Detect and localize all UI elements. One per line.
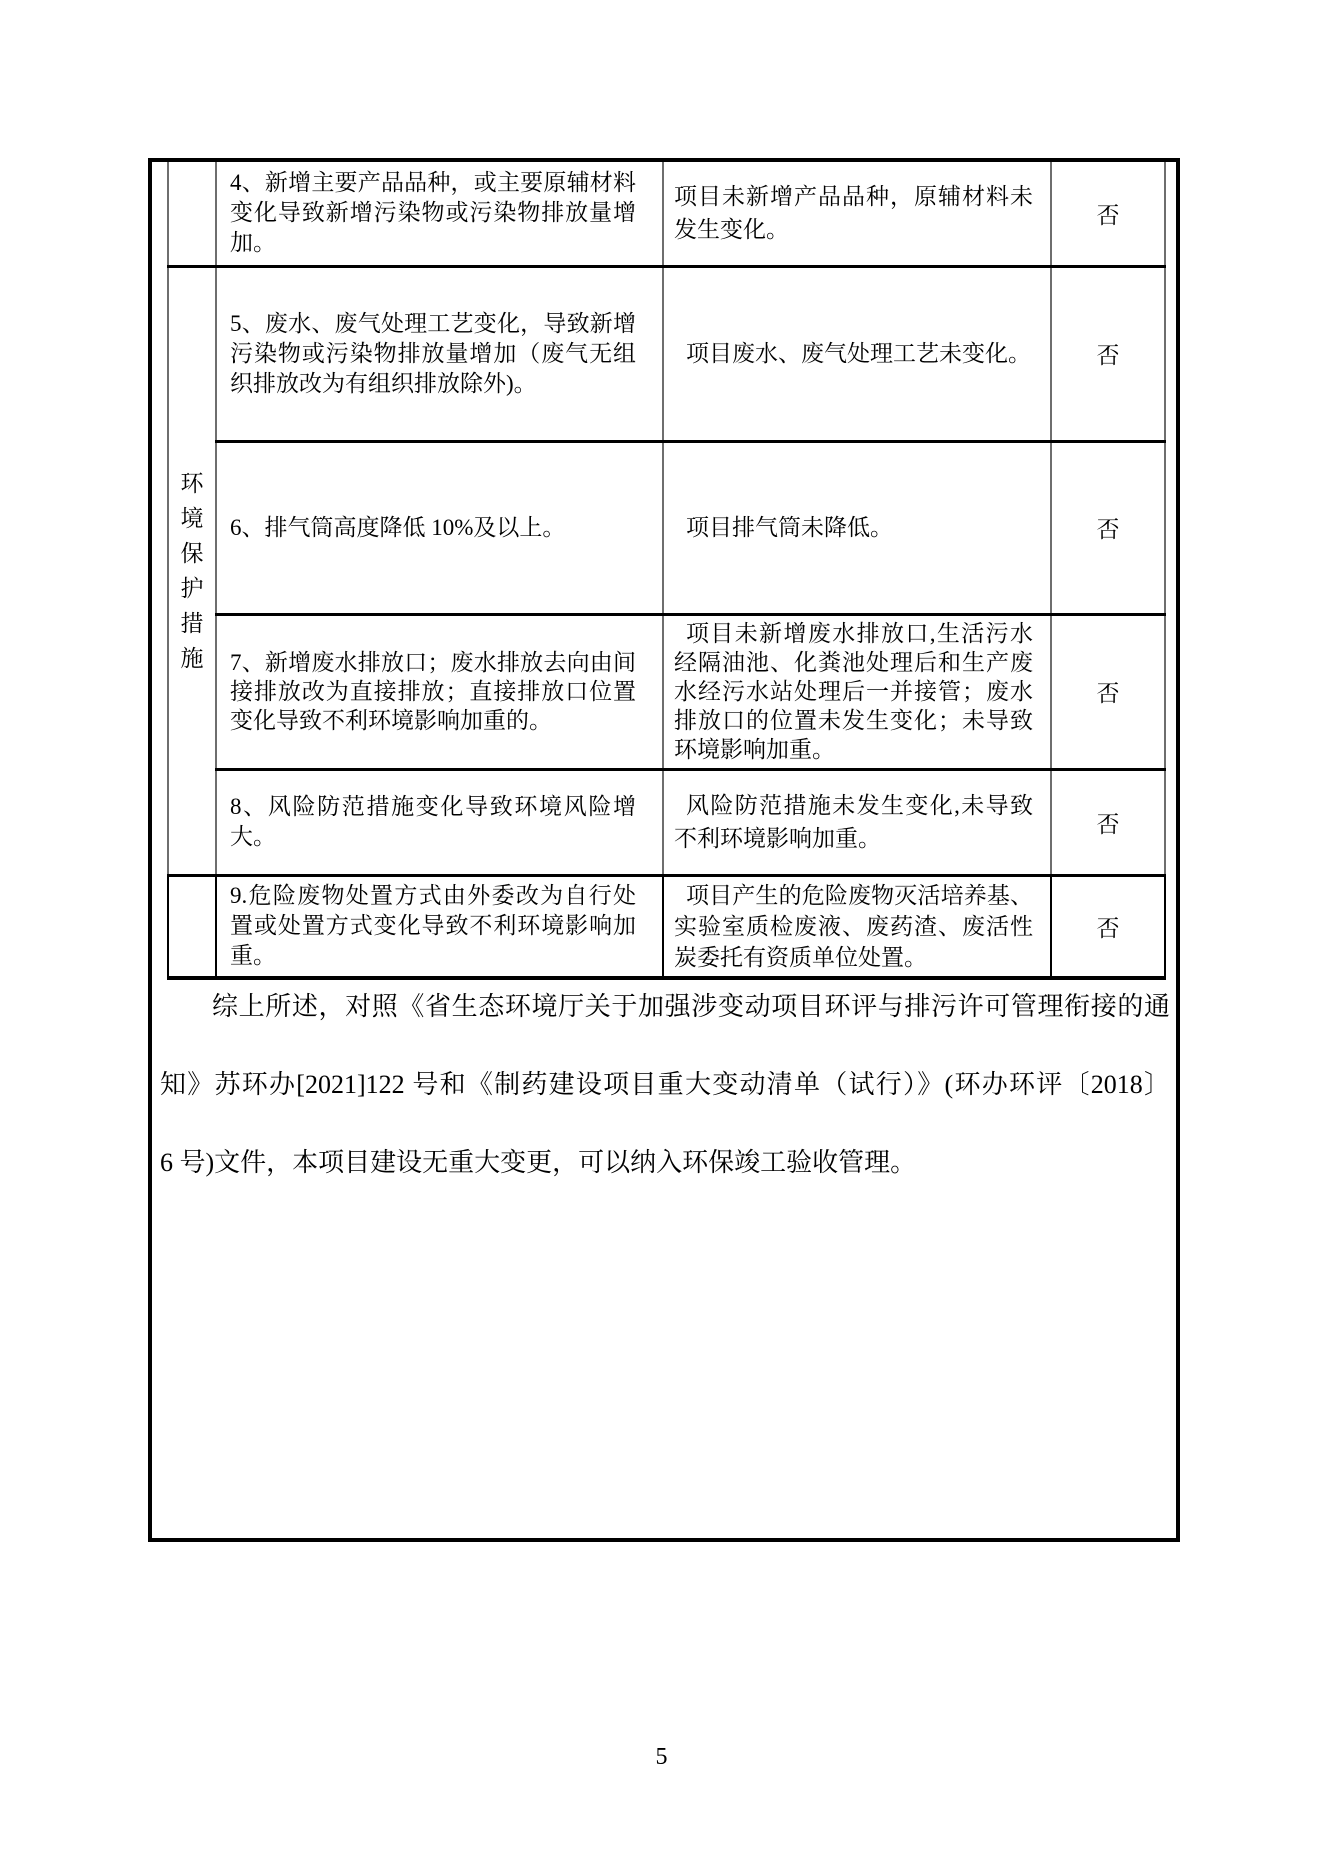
conclusion-line-1: 综上所述，对照《省生态环境厅关于加强涉变动项目环评与排污许可管理衔接的通 bbox=[212, 992, 1170, 1021]
table-row-7 bbox=[168, 614, 1165, 769]
table-row-6 bbox=[168, 441, 1165, 614]
condition-cell-6: 6、排气筒高度降低 10%及以上。 bbox=[216, 441, 663, 614]
answer-cell-5: 否 bbox=[1051, 266, 1165, 441]
table-row-5 bbox=[168, 266, 1165, 441]
section-label-cell-top bbox=[168, 162, 216, 266]
condition-cell-4: 4、新增主要产品品种，或主要原辅材料变化导致新增污染物或污染物排放量增加。 bbox=[216, 162, 663, 266]
table-row-8 bbox=[168, 769, 1165, 875]
section-label-cell-bottom bbox=[168, 875, 216, 978]
condition-cell-7: 7、新增废水排放口；废水排放去向由间接排放改为直接排放；直接排放口位置变化导致不利环境影响加重的。 bbox=[216, 614, 663, 769]
conclusion-line-3: 6 号)文件，本项目建设无重大变更，可以纳入环保竣工验收管理。 bbox=[160, 1148, 917, 1177]
status-cell-6: 项目排气筒未降低。 bbox=[663, 441, 1051, 614]
answer-cell-9: 否 bbox=[1051, 875, 1165, 978]
section-label-vertical-text: 环境保护措施 bbox=[180, 470, 204, 671]
environmental-measures-table bbox=[167, 162, 1166, 980]
condition-cell-5: 5、废水、废气处理工艺变化，导致新增污染物或污染物排放量增加（废气无组织排放改为有组织排放除外)。 bbox=[216, 266, 663, 441]
answer-cell-4: 否 bbox=[1051, 162, 1165, 266]
answer-cell-7: 否 bbox=[1051, 614, 1165, 769]
answer-cell-6: 否 bbox=[1051, 441, 1165, 614]
condition-cell-9: 9.危险废物处置方式由外委改为自行处置或处置方式变化导致不利环境影响加重。 bbox=[216, 875, 663, 978]
page-border-box bbox=[148, 158, 1180, 1542]
status-cell-8: 风险防范措施未发生变化,未导致不利环境影响加重。 bbox=[663, 769, 1051, 875]
condition-cell-8: 8、风险防范措施变化导致环境风险增大。 bbox=[216, 769, 663, 875]
status-cell-5: 项目废水、废气处理工艺未变化。 bbox=[663, 266, 1051, 441]
section-label-cell bbox=[168, 266, 216, 875]
page-number: 5 bbox=[655, 1744, 668, 1770]
table-row-9 bbox=[168, 875, 1165, 978]
conclusion-line-2: 知》苏环办[2021]122 号和《制药建设项目重大变动清单（试行）》(环办环评〔2018〕 bbox=[160, 1070, 1170, 1099]
status-cell-4: 项目未新增产品品种，原辅材料未发生变化。 bbox=[663, 162, 1051, 266]
answer-cell-8: 否 bbox=[1051, 769, 1165, 875]
table-row-4 bbox=[168, 162, 1165, 266]
status-cell-9: 项目产生的危险废物灭活培养基、实验室质检废液、废药渣、废活性炭委托有资质单位处置。 bbox=[663, 875, 1051, 978]
status-cell-7: 项目未新增废水排放口,生活污水经隔油池、化粪池处理后和生产废水经污水站处理后一并接管；废水排放口的位置未发生变化；未导致环境影响加重。 bbox=[663, 614, 1051, 769]
conclusion-paragraph bbox=[160, 968, 1170, 1202]
